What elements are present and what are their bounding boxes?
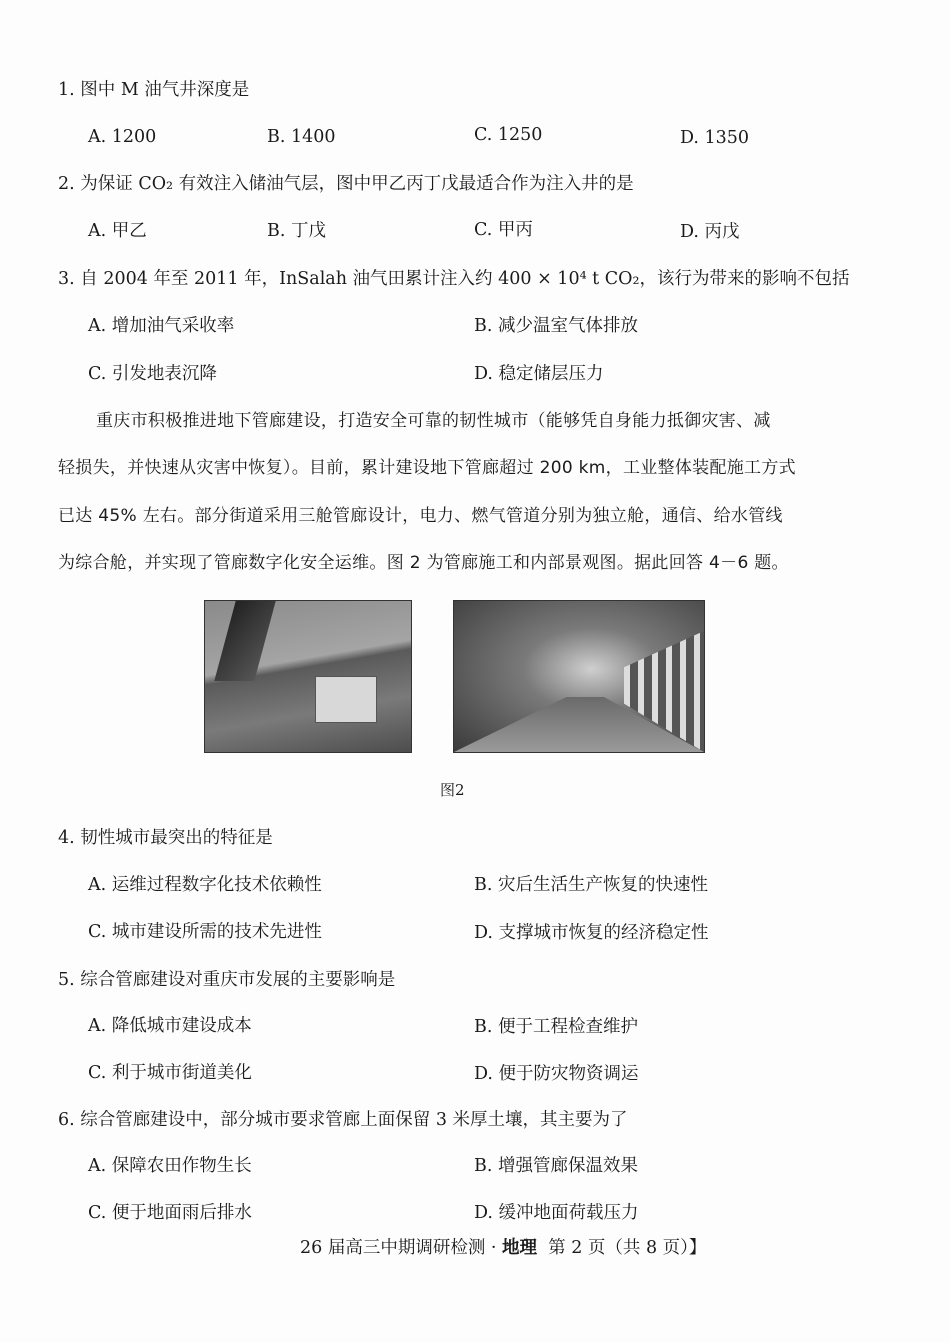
q4-option-d: D. 支撑城市恢复的经济稳定性: [474, 923, 709, 943]
question-2-stem: 2. 为保证 CO₂ 有效注入储油气层，图中甲乙丙丁戊最适合作为注入井的是: [58, 174, 634, 194]
q1-option-c: C. 1250: [474, 125, 543, 145]
q2-option-b: B. 丁戊: [267, 221, 326, 241]
footer-exam: 26 届高三中期调研检测 ·: [300, 1238, 503, 1258]
q3-option-a: A. 增加油气采收率: [88, 316, 235, 336]
q5-option-a: A. 降低城市建设成本: [88, 1016, 252, 1036]
tunnel-interior-photo: [453, 600, 705, 753]
q4-option-c: C. 城市建设所需的技术先进性: [88, 922, 322, 942]
q2-option-a: A. 甲乙: [88, 221, 147, 241]
page-footer: [300, 1236, 706, 1260]
q5-option-c: C. 利于城市街道美化: [88, 1063, 252, 1083]
q6-option-c: C. 便于地面雨后排水: [88, 1203, 252, 1223]
question-3-stem: 3. 自 2004 年至 2011 年，InSalah 油气田累计注入约 400 × 10⁴ t CO₂，该行为带来的影响不包括: [58, 269, 850, 289]
question-5-stem: 5. 综合管廊建设对重庆市发展的主要影响是: [58, 970, 396, 990]
footer-page-number: 第 2 页（共 8 页）】: [537, 1238, 707, 1258]
passage-line-3: 已达 45% 左右。部分街道采用三舱管廊设计，电力、燃气管道分别为独立舱，通信、给水管线: [58, 506, 783, 526]
footer-subject: 地理: [502, 1238, 538, 1258]
q2-option-c: C. 甲丙: [474, 220, 533, 240]
construction-photo: [204, 600, 412, 753]
q5-option-d: D. 便于防灾物资调运: [474, 1064, 639, 1084]
q3-option-b: B. 减少温室气体排放: [474, 316, 638, 336]
q5-option-b: B. 便于工程检查维护: [474, 1017, 638, 1037]
q6-option-d: D. 缓冲地面荷载压力: [474, 1203, 639, 1223]
passage-line-2: 轻损失，并快速从灾害中恢复）。目前，累计建设地下管廊超过 200 km，工业整体装配施工方式: [58, 458, 796, 478]
q1-option-d: D. 1350: [680, 128, 750, 148]
q1-option-b: B. 1400: [267, 127, 336, 147]
q6-option-a: A. 保障农田作物生长: [88, 1156, 252, 1176]
figure-caption: 图2: [440, 781, 465, 799]
q2-option-d: D. 丙戊: [680, 222, 740, 242]
passage-line-4: 为综合舱，并实现了管廊数字化安全运维。图 2 为管廊施工和内部景观图。据此回答 4－6 题。: [58, 553, 789, 573]
q6-option-b: B. 增强管廊保温效果: [474, 1156, 638, 1176]
q3-option-c: C. 引发地表沉降: [88, 364, 217, 384]
q4-option-a: A. 运维过程数字化技术依赖性: [88, 875, 322, 895]
question-6-stem: 6. 综合管廊建设中，部分城市要求管廊上面保留 3 米厚土壤，其主要为了: [58, 1110, 628, 1130]
question-1-stem: 1. 图中 M 油气井深度是: [58, 80, 250, 100]
q4-option-b: B. 灾后生活生产恢复的快速性: [474, 875, 708, 895]
q3-option-d: D. 稳定储层压力: [474, 364, 604, 384]
passage-line-1: 重庆市积极推进地下管廊建设，打造安全可靠的韧性城市（能够凭自身能力抵御灾害、减: [96, 411, 771, 431]
q1-option-a: A. 1200: [88, 127, 157, 147]
question-4-stem: 4. 韧性城市最突出的特征是: [58, 828, 273, 848]
